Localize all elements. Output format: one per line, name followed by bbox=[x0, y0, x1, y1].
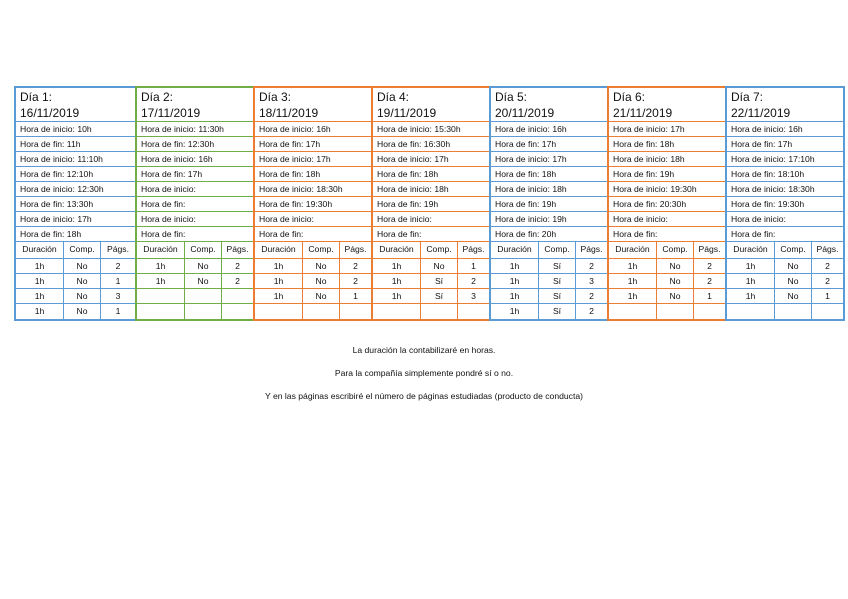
company-header: Comp. bbox=[539, 242, 576, 258]
note-pages: Y en las páginas escribiré el número de páginas estudiadas (producto de conducta) bbox=[264, 391, 583, 401]
end-time: Hora de fin: 18h bbox=[16, 227, 135, 242]
end-time: Hora de fin: 19:30h bbox=[727, 197, 843, 212]
start-time: Hora de inicio: 12:30h bbox=[16, 182, 135, 197]
note-duration: La duración la contabilizaré en horas. bbox=[352, 345, 496, 355]
start-time: Hora de inicio: 16h bbox=[727, 122, 843, 137]
end-time: Hora de fin: 18h bbox=[255, 167, 371, 182]
end-time: Hora de fin: bbox=[137, 227, 253, 242]
company-cell: No bbox=[657, 274, 694, 288]
duration-cell bbox=[609, 304, 657, 320]
table-row bbox=[255, 259, 371, 274]
pages-cell: 2 bbox=[707, 261, 712, 271]
duration-cell bbox=[255, 304, 303, 320]
end-time: Hora de fin: 12:30h bbox=[137, 137, 253, 152]
end-time: Hora de fin: 18h bbox=[609, 137, 725, 152]
start-time: Hora de inicio: 18h bbox=[609, 152, 725, 167]
end-time: Hora de fin: 11h bbox=[16, 137, 135, 152]
duration-header: Duración bbox=[373, 242, 421, 258]
pages-header: Págs. bbox=[580, 244, 603, 254]
note-company: Para la compañía simplemente pondré sí o no. bbox=[334, 368, 514, 378]
pages-cell bbox=[812, 304, 843, 320]
table-row bbox=[609, 259, 725, 274]
pages-header: Págs. bbox=[462, 244, 485, 254]
day-table-1 bbox=[14, 86, 137, 321]
pages-cell bbox=[694, 304, 725, 320]
day-title: Día 6: bbox=[613, 90, 646, 104]
pages-cell: 1 bbox=[707, 291, 712, 301]
end-time: Hora de fin: bbox=[255, 227, 371, 242]
table-row bbox=[16, 259, 135, 274]
start-time: Hora de inicio: 11:30h bbox=[137, 122, 253, 137]
duration-header: Duración bbox=[137, 242, 185, 258]
pages-cell: 1 bbox=[471, 261, 476, 271]
pages-cell bbox=[222, 289, 253, 303]
table-row bbox=[16, 289, 135, 304]
table-row bbox=[137, 289, 253, 304]
company-header: Comp. bbox=[657, 242, 694, 258]
duration-cell: 1h bbox=[137, 274, 185, 288]
pages-cell: 2 bbox=[235, 276, 240, 286]
day-date: 21/11/2019 bbox=[613, 106, 673, 120]
table-row bbox=[137, 259, 253, 274]
column-header-row bbox=[255, 242, 371, 259]
company-cell: No bbox=[303, 289, 340, 303]
company-cell: Sí bbox=[421, 289, 458, 303]
start-time: Hora de inicio: bbox=[373, 212, 489, 227]
duration-cell: 1h bbox=[491, 274, 539, 288]
table-row bbox=[255, 289, 371, 304]
duration-cell: 1h bbox=[609, 289, 657, 303]
company-cell bbox=[657, 304, 694, 320]
duration-cell: 1h bbox=[373, 289, 421, 303]
column-header-row bbox=[491, 242, 607, 259]
day-date: 16/11/2019 bbox=[20, 106, 80, 120]
pages-cell: 1 bbox=[115, 276, 121, 286]
day-date: 20/11/2019 bbox=[495, 106, 555, 120]
duration-cell: 1h bbox=[727, 274, 775, 288]
pages-cell bbox=[222, 304, 253, 320]
duration-header: Duración bbox=[609, 242, 657, 258]
duration-header: Duración bbox=[16, 242, 64, 258]
start-time: Hora de inicio: 19h bbox=[491, 212, 607, 227]
start-time: Hora de inicio: 18:30h bbox=[727, 182, 843, 197]
end-time: Hora de fin: 19:30h bbox=[255, 197, 371, 212]
day-table-7 bbox=[725, 86, 845, 321]
end-time: Hora de fin: bbox=[137, 197, 253, 212]
duration-cell: 1h bbox=[609, 274, 657, 288]
company-cell bbox=[421, 304, 458, 320]
start-time: Hora de inicio: bbox=[255, 212, 371, 227]
pages-cell: 2 bbox=[825, 276, 830, 286]
column-header-row bbox=[137, 242, 253, 259]
day-header bbox=[137, 88, 253, 122]
day-header bbox=[373, 88, 489, 122]
duration-cell: 1h bbox=[255, 274, 303, 288]
company-cell: No bbox=[185, 274, 222, 288]
pages-cell: 1 bbox=[825, 291, 830, 301]
day-header bbox=[16, 88, 135, 122]
company-cell: No bbox=[303, 259, 340, 273]
table-row bbox=[373, 304, 489, 320]
start-time: Hora de inicio: 10h bbox=[16, 122, 135, 137]
duration-cell: 1h bbox=[491, 259, 539, 273]
end-time: Hora de fin: 18h bbox=[491, 167, 607, 182]
table-row bbox=[255, 274, 371, 289]
company-cell: No bbox=[64, 259, 101, 273]
table-row bbox=[609, 304, 725, 320]
table-row bbox=[373, 259, 489, 274]
company-cell: No bbox=[775, 289, 812, 303]
company-header: Comp. bbox=[775, 242, 812, 258]
table-row bbox=[609, 289, 725, 304]
company-cell: No bbox=[185, 259, 222, 273]
table-row bbox=[727, 304, 843, 320]
end-time: Hora de fin: 17h bbox=[255, 137, 371, 152]
duration-header: Duración bbox=[255, 242, 303, 258]
table-row bbox=[727, 289, 843, 304]
table-row bbox=[373, 289, 489, 304]
pages-header: Págs. bbox=[344, 244, 367, 254]
pages-cell: 2 bbox=[589, 306, 594, 316]
start-time: Hora de inicio: bbox=[137, 212, 253, 227]
company-cell: No bbox=[775, 259, 812, 273]
day-date: 19/11/2019 bbox=[377, 106, 437, 120]
end-time: Hora de fin: 17h bbox=[491, 137, 607, 152]
end-time: Hora de fin: 17h bbox=[137, 167, 253, 182]
start-time: Hora de inicio: 11:10h bbox=[16, 152, 135, 167]
start-time: Hora de inicio: 17h bbox=[16, 212, 135, 227]
company-header: Comp. bbox=[64, 242, 101, 258]
start-time: Hora de inicio: 18h bbox=[491, 182, 607, 197]
end-time: Hora de fin: 19h bbox=[373, 197, 489, 212]
day-header bbox=[255, 88, 371, 122]
duration-cell bbox=[137, 289, 185, 303]
company-cell bbox=[303, 304, 340, 320]
day-title: Día 4: bbox=[377, 90, 410, 104]
pages-cell: 3 bbox=[589, 276, 594, 286]
pages-cell: 2 bbox=[707, 276, 712, 286]
table-row bbox=[16, 274, 135, 289]
duration-cell: 1h bbox=[16, 304, 64, 320]
day-table-6 bbox=[607, 86, 727, 321]
company-cell: No bbox=[303, 274, 340, 288]
company-cell bbox=[185, 289, 222, 303]
duration-cell: 1h bbox=[373, 274, 421, 288]
pages-header: Págs. bbox=[816, 244, 839, 254]
day-table-2 bbox=[135, 86, 255, 321]
start-time: Hora de inicio: 16h bbox=[491, 122, 607, 137]
start-time: Hora de inicio: bbox=[609, 212, 725, 227]
end-time: Hora de fin: 18:10h bbox=[727, 167, 843, 182]
end-time: Hora de fin: 13:30h bbox=[16, 197, 135, 212]
day-header bbox=[609, 88, 725, 122]
company-cell: Sí bbox=[539, 304, 576, 320]
table-row bbox=[491, 259, 607, 274]
table-row bbox=[137, 274, 253, 289]
duration-cell bbox=[137, 304, 185, 320]
duration-header: Duración bbox=[727, 242, 775, 258]
day-table-3 bbox=[253, 86, 373, 321]
duration-cell: 1h bbox=[16, 274, 64, 288]
duration-cell: 1h bbox=[255, 259, 303, 273]
duration-cell: 1h bbox=[727, 289, 775, 303]
day-title: Día 5: bbox=[495, 90, 528, 104]
day-date: 22/11/2019 bbox=[731, 106, 791, 120]
start-time: Hora de inicio: 17h bbox=[491, 152, 607, 167]
end-time: Hora de fin: 19h bbox=[491, 197, 607, 212]
company-cell: No bbox=[64, 289, 101, 303]
column-header-row bbox=[373, 242, 489, 259]
duration-cell: 1h bbox=[491, 304, 539, 320]
company-cell bbox=[775, 304, 812, 320]
day-header bbox=[727, 88, 843, 122]
study-log-table bbox=[14, 86, 841, 321]
duration-cell: 1h bbox=[609, 259, 657, 273]
table-row bbox=[727, 259, 843, 274]
company-cell: No bbox=[421, 259, 458, 273]
duration-cell: 1h bbox=[373, 259, 421, 273]
end-time: Hora de fin: 17h bbox=[727, 137, 843, 152]
start-time: Hora de inicio: bbox=[727, 212, 843, 227]
company-cell: Sí bbox=[539, 274, 576, 288]
table-row bbox=[491, 274, 607, 289]
pages-header: Págs. bbox=[226, 244, 249, 254]
end-time: Hora de fin: 16:30h bbox=[373, 137, 489, 152]
table-row bbox=[491, 304, 607, 320]
company-cell: No bbox=[64, 304, 101, 320]
company-cell: Sí bbox=[539, 259, 576, 273]
pages-cell bbox=[458, 304, 489, 320]
start-time: Hora de inicio: 19:30h bbox=[609, 182, 725, 197]
column-header-row bbox=[16, 242, 135, 259]
duration-header: Duración bbox=[491, 242, 539, 258]
pages-cell: 2 bbox=[353, 261, 358, 271]
day-header bbox=[491, 88, 607, 122]
duration-cell: 1h bbox=[255, 289, 303, 303]
pages-cell: 2 bbox=[115, 261, 121, 271]
end-time: Hora de fin: 20:30h bbox=[609, 197, 725, 212]
duration-cell: 1h bbox=[16, 289, 64, 303]
table-row bbox=[491, 289, 607, 304]
table-row bbox=[137, 304, 253, 320]
day-title: Día 7: bbox=[731, 90, 764, 104]
company-cell: Sí bbox=[421, 274, 458, 288]
table-row bbox=[16, 304, 135, 320]
company-cell: No bbox=[775, 274, 812, 288]
pages-cell: 2 bbox=[353, 276, 358, 286]
start-time: Hora de inicio: bbox=[137, 182, 253, 197]
start-time: Hora de inicio: 16h bbox=[137, 152, 253, 167]
table-row bbox=[609, 274, 725, 289]
company-cell bbox=[185, 304, 222, 320]
day-table-4 bbox=[371, 86, 491, 321]
start-time: Hora de inicio: 15:30h bbox=[373, 122, 489, 137]
column-header-row bbox=[609, 242, 725, 259]
duration-cell: 1h bbox=[491, 289, 539, 303]
pages-cell: 2 bbox=[471, 276, 476, 286]
pages-cell: 3 bbox=[471, 291, 476, 301]
company-cell: Sí bbox=[539, 289, 576, 303]
company-header: Comp. bbox=[421, 242, 458, 258]
day-title: Día 2: bbox=[141, 90, 174, 104]
duration-cell: 1h bbox=[16, 259, 64, 273]
day-title: Día 1: bbox=[20, 90, 53, 104]
pages-cell: 1 bbox=[353, 291, 358, 301]
table-row bbox=[255, 304, 371, 320]
pages-header: Págs. bbox=[107, 244, 129, 254]
pages-cell bbox=[340, 304, 371, 320]
end-time: Hora de fin: bbox=[609, 227, 725, 242]
company-header: Comp. bbox=[303, 242, 340, 258]
start-time: Hora de inicio: 18h bbox=[373, 182, 489, 197]
start-time: Hora de inicio: 17:10h bbox=[727, 152, 843, 167]
pages-header: Págs. bbox=[698, 244, 721, 254]
column-header-row bbox=[727, 242, 843, 259]
company-cell: No bbox=[64, 274, 101, 288]
start-time: Hora de inicio: 18:30h bbox=[255, 182, 371, 197]
pages-cell: 3 bbox=[115, 291, 121, 301]
end-time: Hora de fin: 19h bbox=[609, 167, 725, 182]
duration-cell bbox=[727, 304, 775, 320]
pages-cell: 2 bbox=[589, 261, 594, 271]
day-date: 18/11/2019 bbox=[259, 106, 319, 120]
company-cell: No bbox=[657, 259, 694, 273]
company-cell: No bbox=[657, 289, 694, 303]
pages-cell: 2 bbox=[235, 261, 240, 271]
end-time: Hora de fin: 20h bbox=[491, 227, 607, 242]
start-time: Hora de inicio: 16h bbox=[255, 122, 371, 137]
pages-cell: 2 bbox=[825, 261, 830, 271]
pages-cell: 1 bbox=[115, 306, 121, 316]
pages-cell: 2 bbox=[589, 291, 594, 301]
table-row bbox=[727, 274, 843, 289]
duration-cell: 1h bbox=[137, 259, 185, 273]
end-time: Hora de fin: bbox=[373, 227, 489, 242]
duration-cell: 1h bbox=[727, 259, 775, 273]
duration-cell bbox=[373, 304, 421, 320]
start-time: Hora de inicio: 17h bbox=[373, 152, 489, 167]
day-table-5 bbox=[489, 86, 609, 321]
day-date: 17/11/2019 bbox=[141, 106, 201, 120]
day-title: Día 3: bbox=[259, 90, 292, 104]
end-time: Hora de fin: 12:10h bbox=[16, 167, 135, 182]
company-header: Comp. bbox=[185, 242, 222, 258]
end-time: Hora de fin: 18h bbox=[373, 167, 489, 182]
end-time: Hora de fin: bbox=[727, 227, 843, 242]
start-time: Hora de inicio: 17h bbox=[609, 122, 725, 137]
start-time: Hora de inicio: 17h bbox=[255, 152, 371, 167]
table-row bbox=[373, 274, 489, 289]
